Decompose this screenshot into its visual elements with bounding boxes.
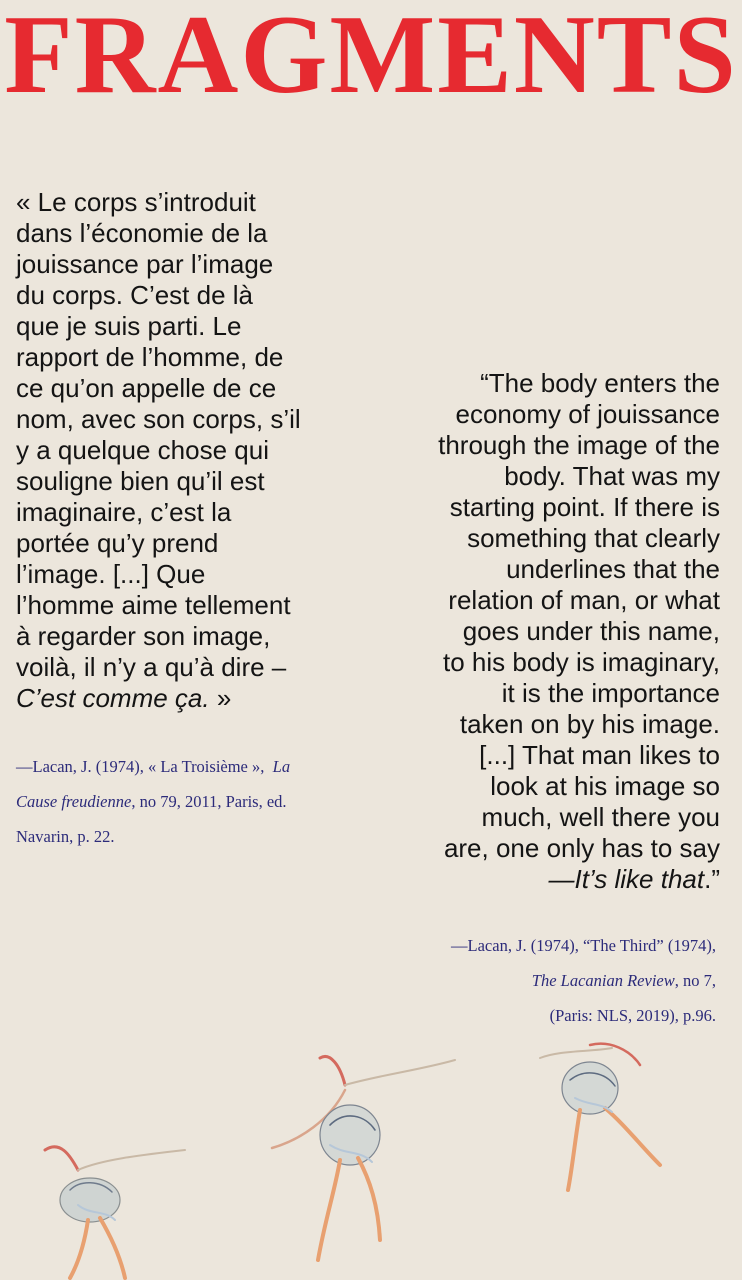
dancer-figure-middle [272, 1057, 455, 1260]
quote-line: souligne bien qu’il est [16, 466, 265, 496]
citation-line: —Lacan, J. (1974), “The Third” (1974), [451, 936, 716, 955]
quote-line: body. That was my [504, 461, 720, 491]
dancer-figure-left [45, 1147, 185, 1278]
quote-line: y a quelque chose qui [16, 435, 269, 465]
quote-line: much, well there you [481, 802, 720, 832]
citation-line [16, 784, 356, 819]
quote-line: jouissance par l’image [16, 249, 274, 279]
citation-english [420, 928, 716, 1033]
citation-journal: Cause freudienne [16, 792, 132, 811]
quote-line: dans l’économie de la [16, 218, 268, 248]
quote-closing-mark: .” [704, 864, 720, 894]
quote-line: through the image of the [438, 430, 720, 460]
citation-journal: The Lacanian Review [531, 971, 675, 990]
quote-italic-phrase: —It’s like that [548, 864, 705, 894]
quote-line: taken on by his image. [459, 709, 720, 739]
quote-english [380, 368, 720, 895]
quote-line: à regarder son image, [16, 621, 271, 651]
quote-line: « Le corps s’introduit [16, 187, 256, 217]
quote-line: something that clearly [467, 523, 720, 553]
quote-line: to his body is imaginary, [443, 647, 720, 677]
quote-line: voilà, il n’y a qu’à dire – [16, 652, 287, 682]
citation-text: —Lacan, J. (1974), « La Troisième », [16, 757, 265, 776]
quote-line: que je suis parti. Le [16, 311, 242, 341]
quote-line: imaginaire, c’est la [16, 497, 232, 527]
citation-line [16, 749, 356, 784]
quote-line: goes under this name, [462, 616, 720, 646]
quote-closing-mark: » [209, 683, 232, 713]
citation-french [16, 749, 356, 854]
quote-line: [...] That man likes to [479, 740, 720, 770]
quote-line: du corps. C’est de là [16, 280, 254, 310]
quote-line: relation of man, or what [448, 585, 720, 615]
page-title: FRAGMENTS [4, 0, 738, 117]
citation-journal: La [272, 757, 291, 776]
quote-last-line [16, 683, 361, 714]
citation-text: , no 79, 2011, Paris, ed. [131, 792, 287, 811]
quote-line: starting point. If there is [449, 492, 720, 522]
quote-line: underlines that the [506, 554, 720, 584]
quote-line: are, one only has to say [443, 833, 720, 863]
quote-line: economy of jouissance [455, 399, 720, 429]
quote-last-line [380, 864, 720, 895]
quote-french [16, 187, 361, 714]
quote-line: l’image. [...] Que [16, 559, 206, 589]
quote-line: look at his image so [490, 771, 720, 801]
citation-line [420, 963, 716, 998]
quote-line: ce qu’on appelle de ce [16, 373, 277, 403]
quote-line: portée qu’y prend [16, 528, 219, 558]
citation-text: , no 7, [674, 971, 716, 990]
quote-italic-phrase: C’est comme ça. [16, 683, 210, 713]
citation-line: (Paris: NLS, 2019), p.96. [549, 1006, 716, 1025]
quote-line: “The body enters the [480, 368, 720, 398]
quote-line: it is the importance [501, 678, 720, 708]
quote-line: l’homme aime tellement [16, 590, 291, 620]
quote-line: rapport de l’homme, de [16, 342, 284, 372]
dancer-figure-right [540, 1044, 660, 1190]
citation-line: Navarin, p. 22. [16, 827, 115, 846]
dancer-illustration [0, 1030, 742, 1280]
quote-line: nom, avec son corps, s’il [16, 404, 301, 434]
